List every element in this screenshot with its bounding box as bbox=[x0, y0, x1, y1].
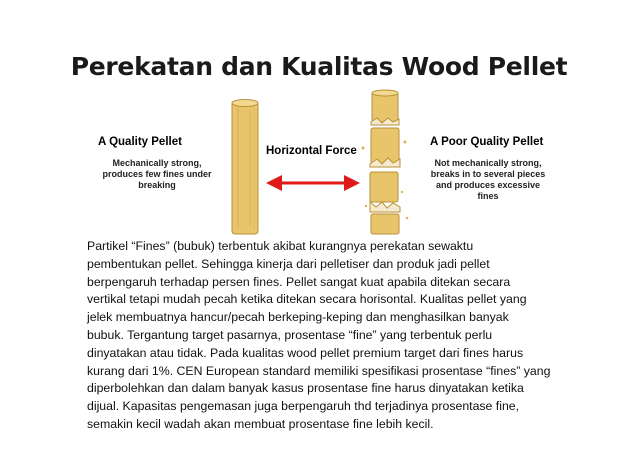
body-paragraph bbox=[87, 238, 567, 434]
body-line: Partikel “Fines” (bubuk) terbentuk akibat kurangnya perekatan sewaktu bbox=[87, 239, 474, 253]
quality-pellet-heading: A Quality Pellet bbox=[98, 136, 182, 148]
body-line: diperbolehkan dan dalam banyak kasus prosentase fine harus dinyatakan ketika bbox=[87, 381, 524, 396]
slide-title: Perekatan dan Kualitas Wood Pellet bbox=[70, 52, 568, 81]
horizontal-force-label: Horizontal Force bbox=[266, 145, 357, 157]
body-line: bubuk. Tergantung target pasarnya, prosentase “fine” yang terbentuk perlu bbox=[87, 327, 493, 342]
body-line: dinyatakan atau tidak. Pada kualitas wood pellet premium target dari fines harus bbox=[87, 345, 524, 360]
poor-desc-line: fines bbox=[477, 191, 499, 201]
body-line: vertikal tetapi mudah pecah ketika ditekan secara horisontal. Kualitas pellet yang bbox=[87, 292, 527, 307]
body-line: jelek membuatnya hancur/pecah berkeping-keping dan menghasilkan banyak bbox=[87, 310, 509, 325]
body-line: semakin kecil wadah akan membuat prosentase fine lebih kecil. bbox=[87, 416, 434, 431]
horizontal-force-arrow bbox=[266, 175, 360, 191]
quality-pellet-image bbox=[232, 100, 258, 235]
poor-pellet-heading: A Poor Quality Pellet bbox=[430, 136, 544, 148]
quality-desc-line: breaking bbox=[138, 180, 176, 190]
quality-pellet-description bbox=[82, 158, 232, 191]
quality-desc-line: Mechanically strong, bbox=[112, 158, 202, 168]
poor-desc-line: and produces excessive bbox=[435, 180, 541, 190]
pellet-quality-figure bbox=[80, 88, 558, 236]
poor-pellet-description bbox=[418, 158, 558, 202]
quality-desc-line: produces few fines under bbox=[102, 169, 212, 179]
body-line: pembentukan pellet. Sehingga kinerja dari pelletiser dan produk jadi pellet bbox=[87, 256, 490, 271]
body-line: berpengaruh terhadap persen fines. Pellet sangat kuat apabila ditekan secara bbox=[87, 274, 511, 289]
poor-pellet-image bbox=[362, 90, 409, 234]
poor-desc-line: breaks in to several pieces bbox=[430, 169, 546, 179]
body-line: kurang dari 1%. CEN European standard memiliki spesifikasi prosentase “fines” yang bbox=[87, 363, 551, 378]
poor-desc-line: Not mechanically strong, bbox=[434, 158, 542, 168]
body-line: dijual. Kapasitas pengemasan juga berpengaruh thd terjadinya prosentase fine, bbox=[87, 399, 520, 414]
